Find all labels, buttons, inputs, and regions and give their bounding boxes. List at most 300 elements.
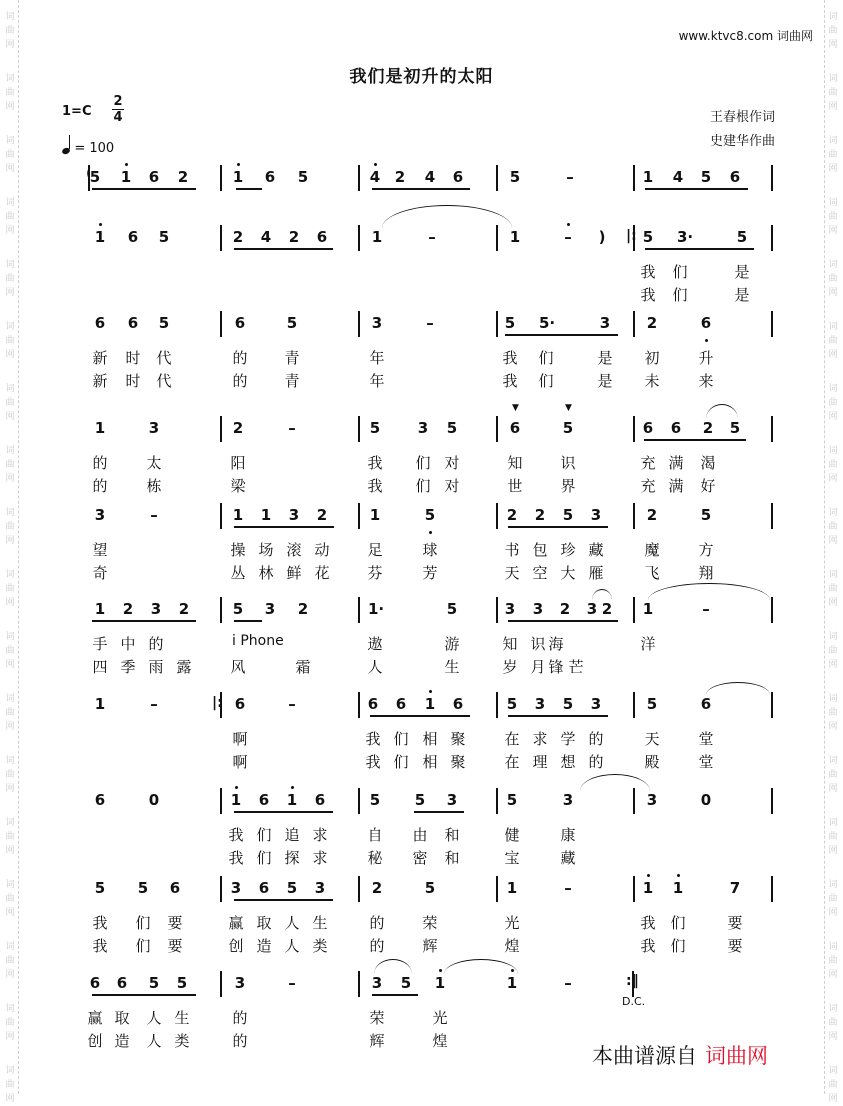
lyric-verse-1: 健: [504, 826, 520, 844]
lyric-verse-2: 是: [734, 286, 750, 304]
note: 1: [506, 879, 518, 897]
note: 6: [169, 879, 181, 897]
watermark-char: 曲: [828, 584, 838, 594]
lyric-verse-2: 们: [256, 849, 272, 867]
lyric-verse-1: 求: [532, 730, 548, 748]
note: 3: [590, 695, 602, 713]
repeat-end-sign: :‖: [626, 973, 639, 989]
watermark-char: 曲: [828, 956, 838, 966]
lyric-verse-2: 好: [700, 477, 716, 495]
watermark-char: 曲: [5, 832, 15, 842]
watermark-char: 网: [5, 412, 15, 422]
lyric-verse-1: i Phone: [232, 633, 284, 649]
lyric-verse-2: 人: [284, 937, 300, 955]
note: ): [598, 228, 606, 246]
lyric-verse-2: 新: [92, 372, 108, 390]
note: 5: [424, 879, 436, 897]
note: 5·: [539, 314, 556, 332]
note: 3: [94, 506, 106, 524]
note: 2: [534, 506, 546, 524]
note: 6: [700, 695, 712, 713]
high-octave-dot: [125, 163, 128, 166]
lyric-verse-1: 场: [258, 541, 274, 559]
note: 4: [369, 168, 381, 186]
lyric-verse-2: 月: [530, 658, 546, 676]
note: 6: [452, 168, 464, 186]
note: 2: [646, 314, 658, 332]
lyric-verse-2: 我: [365, 753, 381, 771]
watermark-char: 网: [828, 536, 838, 546]
lyric-verse-2: 花: [314, 564, 330, 582]
beam-underline: [372, 994, 418, 996]
beam-underline: [236, 188, 262, 190]
lyric-verse-2: 求: [312, 849, 328, 867]
lyric-verse-1: 我: [502, 349, 518, 367]
lyric-verse-2: 要: [727, 937, 743, 955]
note: 1: [369, 506, 381, 524]
barline: [496, 225, 498, 251]
watermark-char: 网: [5, 722, 15, 732]
lyric-verse-2: 奇: [92, 564, 108, 582]
key-signature: 1=C: [62, 104, 92, 119]
note: 5: [89, 168, 101, 186]
watermark-char: 曲: [828, 708, 838, 718]
note: 6: [234, 314, 246, 332]
note: 0: [148, 791, 160, 809]
lyric-verse-2: 要: [167, 937, 183, 955]
note: 3: [504, 600, 516, 618]
lyric-verse-1: 珍: [560, 541, 576, 559]
barline: [358, 788, 360, 814]
watermark-char: 词: [5, 570, 15, 580]
note: 6: [89, 974, 101, 992]
barline: [358, 971, 360, 997]
lyric-verse-2: 辉: [422, 937, 438, 955]
lyric-verse-1: 中: [120, 635, 136, 653]
watermark-char: 词: [5, 756, 15, 766]
note: 2: [601, 600, 613, 618]
note: 7: [729, 879, 741, 897]
watermark-char: 网: [5, 288, 15, 298]
note: 5: [700, 168, 712, 186]
lyric-verse-1: 聚: [450, 730, 466, 748]
beam-underline: [234, 248, 333, 250]
lyric-verse-2: 鲜: [286, 564, 302, 582]
lyric-verse-1: 初: [644, 349, 660, 367]
lyric-verse-1: 们: [415, 454, 431, 472]
lyric-verse-1: 洋: [640, 635, 656, 653]
lyric-verse-1: 们: [256, 826, 272, 844]
watermark-char: 曲: [828, 1080, 838, 1090]
note: 6: [264, 168, 276, 186]
high-octave-dot: [439, 969, 442, 972]
lyric-verse-1: 我: [367, 454, 383, 472]
repeat-start-sign: |:: [626, 228, 637, 244]
barline: [496, 876, 498, 902]
lyric-verse-2: 来: [698, 372, 714, 390]
watermark-char: 曲: [5, 1080, 15, 1090]
lyric-verse-1: 天: [644, 730, 660, 748]
lyric-verse-2: 露: [176, 658, 192, 676]
lyricist-credit: 王春根作词: [709, 110, 775, 125]
note: 5: [286, 879, 298, 897]
barline: [496, 788, 498, 814]
lyric-verse-1: 们: [135, 914, 151, 932]
note: 6: [642, 419, 654, 437]
lyric-verse-1: 们: [672, 263, 688, 281]
lyric-verse-2: 梁: [230, 477, 246, 495]
lyric-verse-1: 是: [734, 263, 750, 281]
lyric-verse-1: 手: [92, 635, 108, 653]
watermark-char: 曲: [5, 894, 15, 904]
lyric-verse-1: 海: [548, 635, 564, 653]
high-octave-dot: [429, 690, 432, 693]
lyric-verse-2: 堂: [698, 753, 714, 771]
watermark-char: 词: [5, 446, 15, 456]
watermark-char: 网: [5, 350, 15, 360]
watermark-char: 曲: [828, 646, 838, 656]
watermark-char: 曲: [5, 336, 15, 346]
note: 5: [736, 228, 748, 246]
note: 2: [316, 506, 328, 524]
lyric-verse-1: 追: [284, 826, 300, 844]
lyric-verse-2: 殿: [644, 753, 660, 771]
lyric-verse-1: 滚: [286, 541, 302, 559]
watermark-char: 词: [828, 74, 838, 84]
watermark-char: 网: [828, 598, 838, 608]
watermark-char: 词: [828, 694, 838, 704]
watermark-char: 词: [5, 322, 15, 332]
note: 3: [371, 974, 383, 992]
note: 3: [417, 419, 429, 437]
lyric-verse-1: 代: [156, 349, 172, 367]
barline: [358, 876, 360, 902]
lyric-verse-2: 们: [672, 286, 688, 304]
lyric-verse-1: 新: [92, 349, 108, 367]
watermark-char: 词: [828, 818, 838, 828]
lyric-verse-1: 们: [393, 730, 409, 748]
dc-marking: D.C.: [622, 995, 646, 1008]
note: 3: [371, 314, 383, 332]
watermark-char: 网: [5, 164, 15, 174]
watermark-char: 网: [828, 846, 838, 856]
lyric-verse-2: 人: [146, 1032, 162, 1050]
lyric-verse-2: 丛: [230, 564, 246, 582]
watermark-char: 网: [828, 102, 838, 112]
note: 1: [94, 419, 106, 437]
note: 3: [148, 419, 160, 437]
note: 2: [371, 879, 383, 897]
beam-underline: [234, 811, 333, 813]
note: 3: [590, 506, 602, 524]
lyric-verse-2: 我: [367, 477, 383, 495]
note: 1: [260, 506, 272, 524]
lyric-verse-2: 锋: [548, 658, 564, 676]
watermark-char: 曲: [828, 894, 838, 904]
watermark-char: 曲: [5, 150, 15, 160]
high-octave-dot: [235, 786, 238, 789]
note: 5: [506, 791, 518, 809]
watermark-char: 网: [5, 784, 15, 794]
lyric-verse-2: 代: [156, 372, 172, 390]
lyric-verse-1: 的: [369, 914, 385, 932]
note: –: [702, 600, 710, 618]
note: 0: [700, 791, 712, 809]
note: 6: [700, 314, 712, 332]
watermark-char: 网: [828, 970, 838, 980]
note: 1: [94, 695, 106, 713]
lyric-verse-2: 们: [393, 753, 409, 771]
watermark-char: 网: [828, 412, 838, 422]
lyric-verse-2: 藏: [560, 849, 576, 867]
lyric-verse-1: 我: [92, 914, 108, 932]
lyric-verse-2: 辉: [369, 1032, 385, 1050]
barline: [771, 311, 773, 337]
watermark-char: 词: [828, 756, 838, 766]
lyric-verse-2: 雁: [588, 564, 604, 582]
lyric-verse-1: 相: [422, 730, 438, 748]
high-octave-dot: [567, 223, 570, 226]
low-octave-dot: [705, 339, 708, 342]
barline: [633, 876, 635, 902]
lyric-verse-2: 青: [284, 372, 300, 390]
note: 2: [559, 600, 571, 618]
lyric-verse-2: 密: [412, 849, 428, 867]
lyric-verse-1: 包: [532, 541, 548, 559]
watermark-char: 曲: [5, 584, 15, 594]
lyric-verse-1: 游: [444, 635, 460, 653]
barline: [771, 788, 773, 814]
note: 6: [258, 879, 270, 897]
low-octave-dot: [429, 531, 432, 534]
note: 5: [232, 600, 244, 618]
watermark-char: 词: [5, 198, 15, 208]
watermark-char: 词: [5, 136, 15, 146]
note: 3·: [677, 228, 694, 246]
barline: [633, 692, 635, 718]
watermark-char: 词: [5, 1066, 15, 1076]
barline: [358, 597, 360, 623]
barline: [771, 876, 773, 902]
lyric-verse-1: 荣: [369, 1009, 385, 1027]
lyric-verse-1: 赢: [228, 914, 244, 932]
watermark-char: 曲: [828, 274, 838, 284]
barline: [771, 597, 773, 623]
note: 1·: [368, 600, 385, 618]
note: 1: [434, 974, 446, 992]
source-site[interactable]: 词曲网: [705, 1044, 768, 1068]
lyric-verse-1: 的: [232, 1009, 248, 1027]
score-line: [0, 876, 843, 986]
note: 5: [94, 879, 106, 897]
barline: [358, 416, 360, 442]
lyric-verse-1: 求: [312, 826, 328, 844]
watermark-char: 词: [5, 1004, 15, 1014]
watermark-char: 网: [5, 226, 15, 236]
lyric-verse-2: 的: [92, 477, 108, 495]
note: 6: [148, 168, 160, 186]
beam-underline: [508, 715, 608, 717]
lyric-verse-1: 升: [698, 349, 714, 367]
note: 3: [532, 600, 544, 618]
watermark-char: 网: [5, 536, 15, 546]
note: 6: [395, 695, 407, 713]
watermark-char: 词: [828, 942, 838, 952]
note: 2: [646, 506, 658, 524]
lyric-verse-2: 聚: [450, 753, 466, 771]
note: 5: [369, 419, 381, 437]
lyric-verse-2: 翔: [698, 564, 714, 582]
lyric-verse-1: 书: [504, 541, 520, 559]
barline: [220, 788, 222, 814]
note: 3: [599, 314, 611, 332]
lyric-verse-1: 人: [146, 1009, 162, 1027]
high-octave-dot: [647, 874, 650, 877]
note: –: [288, 974, 296, 992]
note: 2: [232, 228, 244, 246]
lyric-verse-1: 渴: [700, 454, 716, 472]
lyric-verse-2: 充: [640, 477, 656, 495]
song-title: 我们是初升的太阳: [349, 67, 494, 87]
note: 2: [506, 506, 518, 524]
lyric-verse-2: 在: [504, 753, 520, 771]
lyric-verse-2: 芒: [568, 658, 584, 676]
lyric-verse-2: 和: [444, 849, 460, 867]
lyric-verse-2: 理: [532, 753, 548, 771]
lyric-verse-1: 太: [146, 454, 162, 472]
watermark-char: 词: [5, 942, 15, 952]
lyric-verse-2: 类: [312, 937, 328, 955]
lyric-verse-1: 要: [167, 914, 183, 932]
watermark-char: 网: [5, 102, 15, 112]
note: 6: [94, 314, 106, 332]
lyric-verse-1: 荣: [422, 914, 438, 932]
note: 6: [670, 419, 682, 437]
note: –: [564, 974, 572, 992]
lyric-verse-1: 光: [432, 1009, 448, 1027]
watermark-char: 曲: [828, 398, 838, 408]
watermark-char: 网: [5, 1094, 15, 1104]
beam-underline: [372, 188, 470, 190]
note: 2: [178, 600, 190, 618]
lyric-verse-2: 对: [444, 477, 460, 495]
watermark-char: 曲: [828, 26, 838, 36]
lyric-verse-1: 的: [92, 454, 108, 472]
barline: [358, 503, 360, 529]
lyric-verse-2: 们: [415, 477, 431, 495]
lyric-verse-1: 取: [114, 1009, 130, 1027]
beam-underline: [92, 620, 196, 622]
barline: [220, 597, 222, 623]
note: 3: [230, 879, 242, 897]
lyric-verse-1: 知: [507, 454, 523, 472]
watermark-char: 网: [828, 288, 838, 298]
lyric-verse-1: 年: [369, 349, 385, 367]
lyric-verse-2: 们: [538, 372, 554, 390]
note: 2: [702, 419, 714, 437]
watermark-char: 词: [5, 74, 15, 84]
lyric-verse-1: 我: [228, 826, 244, 844]
note: 5: [158, 314, 170, 332]
watermark-char: 网: [828, 722, 838, 732]
barline: [358, 165, 360, 191]
site-url[interactable]: www.ktvc8.com 词曲网: [678, 29, 813, 43]
time-signature: [112, 94, 124, 125]
lyric-verse-2: 类: [174, 1032, 190, 1050]
high-octave-dot: [374, 163, 377, 166]
watermark-char: 词: [828, 260, 838, 270]
lyric-verse-2: 的: [588, 753, 604, 771]
watermark-char: 词: [5, 632, 15, 642]
note: 5: [369, 791, 381, 809]
lyric-verse-1: 们: [670, 914, 686, 932]
watermark-char: 词: [5, 12, 15, 22]
lyric-verse-2: 创: [87, 1032, 103, 1050]
note: 5: [400, 974, 412, 992]
barline: [358, 225, 360, 251]
barline: [496, 165, 498, 191]
note: 5: [414, 791, 426, 809]
barline: [220, 876, 222, 902]
note: 6: [116, 974, 128, 992]
barline: [633, 311, 635, 337]
lyric-verse-2: 造: [114, 1032, 130, 1050]
note: 1: [642, 600, 654, 618]
watermark-char: 曲: [5, 522, 15, 532]
barline: [771, 225, 773, 251]
lyric-verse-1: 啊: [232, 730, 248, 748]
note: 3: [234, 974, 246, 992]
note: 1: [94, 600, 106, 618]
barline: [633, 416, 635, 442]
lyric-verse-1: 对: [444, 454, 460, 472]
note: 5: [424, 506, 436, 524]
watermark-char: 网: [5, 846, 15, 856]
open-parenthesis: (: [86, 166, 92, 182]
lyric-verse-2: 风: [230, 658, 246, 676]
lyric-verse-1: 在: [504, 730, 520, 748]
watermark-char: 网: [828, 40, 838, 50]
source-label: 本曲谱源自: [592, 1044, 697, 1068]
barline: [220, 311, 222, 337]
note: 5: [509, 168, 521, 186]
lyric-verse-2: 相: [422, 753, 438, 771]
watermark-char: 词: [828, 632, 838, 642]
note: 6: [127, 228, 139, 246]
lyric-verse-2: 空: [532, 564, 548, 582]
lyric-verse-2: 岁: [502, 658, 518, 676]
high-octave-dot: [677, 874, 680, 877]
lyric-verse-1: 生: [312, 914, 328, 932]
watermark-char: 网: [828, 350, 838, 360]
watermark-char: 网: [828, 226, 838, 236]
note: 1: [424, 695, 436, 713]
note: 6: [367, 695, 379, 713]
watermark-char: 曲: [5, 26, 15, 36]
note: 5: [562, 506, 574, 524]
lyric-verse-2: 煌: [432, 1032, 448, 1050]
barline: [771, 503, 773, 529]
watermark-char: 网: [828, 474, 838, 484]
note: 3: [446, 791, 458, 809]
lyric-verse-1: 识: [530, 635, 546, 653]
lyric-verse-1: 藏: [588, 541, 604, 559]
watermark-char: 网: [5, 970, 15, 980]
note: 3: [646, 791, 658, 809]
lyric-verse-2: 我: [640, 286, 656, 304]
watermark-char: 曲: [828, 336, 838, 346]
lyric-verse-1: 青: [284, 349, 300, 367]
